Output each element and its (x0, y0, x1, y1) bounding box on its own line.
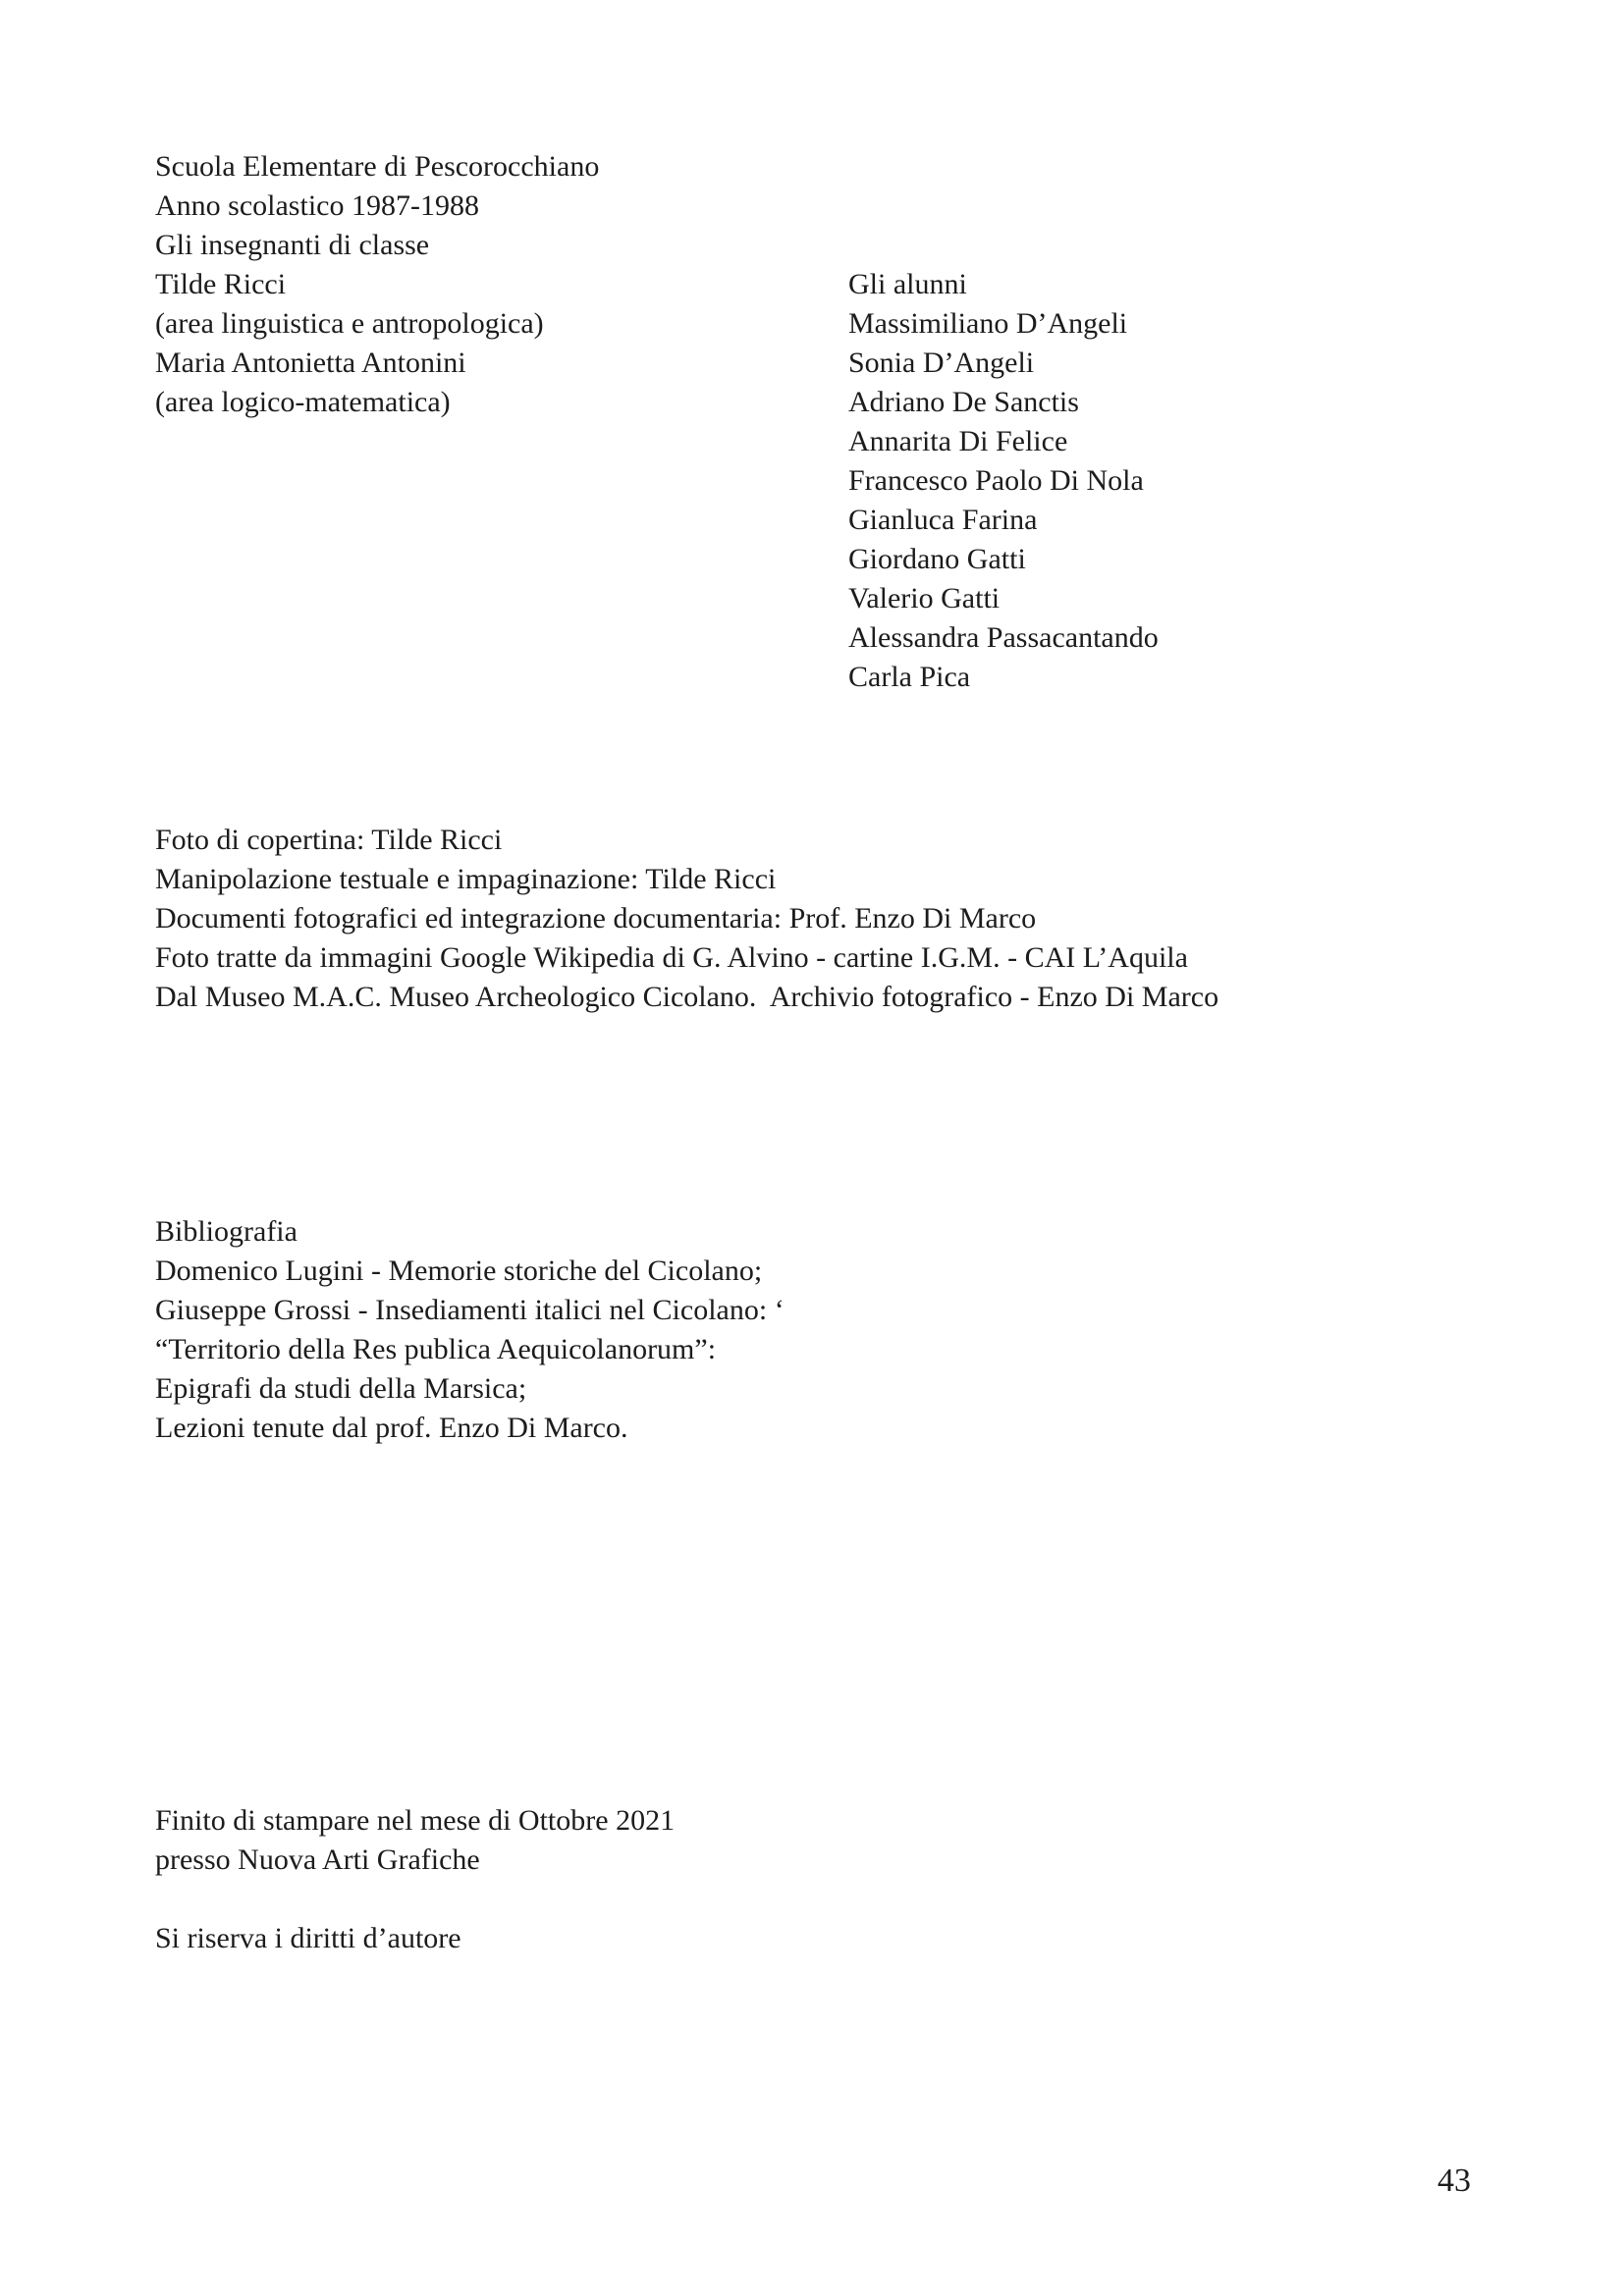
credits (155, 821, 1218, 1017)
school-name: Scuola Elementare di Pescorocchiano (155, 150, 600, 183)
bibliography-entry: “Territorio della Res publica Aequicolanorum”: (155, 1333, 717, 1365)
bibliography (155, 1212, 785, 1448)
student-name: Adriano De Sanctis (848, 386, 1079, 418)
student-name: Massimiliano D’Angeli (848, 307, 1128, 340)
bibliography-entry: Lezioni tenute dal prof. Enzo Di Marco. (155, 1412, 628, 1444)
credit-line: Documenti fotografici ed integrazione documentaria: Prof. Enzo Di Marco (155, 902, 1037, 934)
school-info (155, 147, 599, 422)
teacher-area: (area logico-matematica) (155, 386, 451, 418)
teacher-name: Maria Antonietta Antonini (155, 347, 466, 379)
student-name: Valerio Gatti (848, 582, 1001, 614)
rights-notice (155, 1919, 461, 1958)
student-name: Gianluca Farina (848, 504, 1038, 536)
student-name: Francesco Paolo Di Nola (848, 464, 1144, 497)
student-name: Alessandra Passacantando (848, 621, 1159, 654)
print-date: Finito di stampare nel mese di Ottobre 2021 (155, 1804, 676, 1837)
credit-line: Foto tratte da immagini Google Wikipedia di G. Alvino - cartine I.G.M. - CAI L’Aquila (155, 941, 1188, 974)
bibliography-entry: Epigrafi da studi della Marsica; (155, 1372, 527, 1405)
student-name: Giordano Gatti (848, 543, 1026, 575)
student-name: Carla Pica (848, 661, 971, 693)
student-name: Annarita Di Felice (848, 425, 1068, 457)
rights-text: Si riserva i diritti d’autore (155, 1922, 461, 1954)
credit-line: Dal Museo M.A.C. Museo Archeologico Cicolano. Archivio fotografico - Enzo Di Marco (155, 981, 1219, 1013)
bibliography-entry: Giuseppe Grossi - Insediamenti italici nel Cicolano: ‘ (155, 1294, 785, 1326)
school-year: Anno scolastico 1987-1988 (155, 189, 479, 222)
teacher-name: Tilde Ricci (155, 268, 287, 300)
bibliography-entry: Domenico Lugini - Memorie storiche del Cicolano; (155, 1255, 763, 1287)
students-list (848, 265, 1159, 697)
teacher-area: (area linguistica e antropologica) (155, 307, 544, 340)
students-heading: Gli alunni (848, 268, 967, 300)
teachers-heading: Gli insegnanti di classe (155, 229, 430, 261)
student-name: Sonia D’Angeli (848, 347, 1035, 379)
page-number: 43 (1437, 2163, 1471, 2199)
credit-line: Manipolazione testuale e impaginazione: Tilde Ricci (155, 863, 777, 895)
printer: presso Nuova Arti Grafiche (155, 1843, 480, 1876)
colophon (155, 1801, 675, 1880)
credit-line: Foto di copertina: Tilde Ricci (155, 824, 503, 856)
bibliography-heading: Bibliografia (155, 1215, 298, 1248)
